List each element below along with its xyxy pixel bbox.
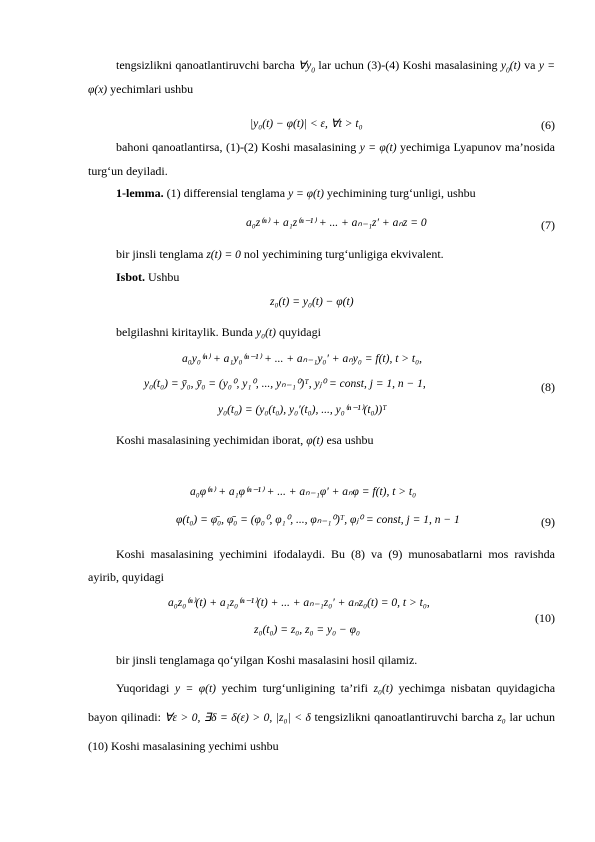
equation-number-10: (10) bbox=[535, 611, 555, 625]
math-z0: z₀ bbox=[497, 712, 506, 724]
math-forall-y0: $\forall y_0$ bbox=[298, 60, 315, 75]
text: tengsizlikni qanoatlantiruvchi barcha bbox=[116, 58, 295, 72]
text: va bbox=[524, 58, 536, 72]
equation-z0-definition: z₀(t) = y₀(t) − φ(t) bbox=[270, 296, 354, 308]
lemma-paragraph bbox=[88, 182, 555, 206]
text: Koshi masalasining yechimini ifodalaydi. Bu (8) va (9) munosabatlarni mos ravishda ayirib, quyidagi bbox=[88, 547, 555, 584]
text: yechim turg‘unligining ta’rifi bbox=[221, 681, 368, 695]
equation-9-line-2: φ(t₀) = φ̄₀, φ̄₀ = (φ₀⁰, φ₁⁰, ..., φₙ₋₁⁰)ᵀ, φⱼ⁰ = const, j = 1, n − 1 bbox=[176, 514, 460, 526]
math-epsilon-delta: ∀ε > 0, ∃δ = δ(ε) > 0, bbox=[164, 712, 273, 724]
lemma-title: 1-lemma. bbox=[116, 186, 164, 200]
text: lar uchun (3)-(4) Koshi masalasining bbox=[318, 58, 498, 72]
math-z0t: z₀(t) bbox=[373, 683, 393, 695]
math-y0t: $y_0(t)$ bbox=[500, 60, 521, 75]
equation-10-line-2: z₀(t₀) = z₀, z₀ = y₀ − φ₀ bbox=[254, 624, 361, 636]
equation-number-9: (9) bbox=[541, 515, 555, 529]
paragraph-1 bbox=[88, 54, 555, 102]
paragraph-6 bbox=[88, 543, 555, 589]
math-y-phi-t: y = φ(t) bbox=[174, 683, 217, 695]
equation-8-line-2: y₀(t₀) = ȳ₀, ȳ₀ = (y₀⁰, y₁⁰, ..., yₙ₋₁⁰)ᵀ, yⱼ⁰ = const, j = 1, n − 1, bbox=[144, 378, 426, 390]
equation-8-line-3: y₀(t₀) = (y₀(t₀), y₀′(t₀), ..., y₀⁽ⁿ⁻¹⁾(t₀))ᵀ bbox=[218, 404, 387, 416]
math-z-zero: z(t) = 0 bbox=[206, 249, 241, 261]
text: belgilashni kiritaylik. Bunda bbox=[116, 325, 253, 339]
text: Yuqoridagi bbox=[116, 681, 170, 695]
equation-number-7: (7) bbox=[541, 218, 555, 232]
math-y0t: y₀(t) bbox=[255, 327, 276, 339]
text: yechimining turg‘unligi, ushbu bbox=[326, 186, 476, 200]
math-abs-z0-lt-delta: |z₀| < δ bbox=[275, 712, 311, 724]
math-y-phi-t: y = φ(t) bbox=[288, 188, 324, 200]
text: bir jinsli tenglamaga qo‘yilgan Koshi masalasini hosil qilamiz. bbox=[116, 653, 418, 667]
equation-8-line-1: a₀y₀⁽ⁿ⁾ + a₁y₀⁽ⁿ⁻¹⁾ + ... + aₙ₋₁y₀′ + aₙy₀ = f(t), t > t₀, bbox=[182, 353, 422, 365]
paragraph-3 bbox=[88, 243, 555, 267]
text: bir jinsli tenglama bbox=[116, 247, 204, 261]
text: (1) differensial tenglama bbox=[166, 186, 286, 200]
text: yechimlari ushbu bbox=[110, 82, 194, 96]
math-y-phi-x: y = φ(x) bbox=[88, 60, 556, 96]
equation-7: a₀z⁽ⁿ⁾ + a₁z⁽ⁿ⁻¹⁾ + ... + aₙ₋₁z′ + aₙz = 0 bbox=[246, 217, 427, 229]
equation-9-line-1: a₀φ⁽ⁿ⁾ + a₁φ⁽ⁿ⁻¹⁾ + ... + aₙ₋₁φ′ + aₙφ = f(t), t > t₀ bbox=[190, 486, 417, 498]
text: yechimga nisbatan quyidagicha bayon qilinadi: bbox=[88, 681, 556, 724]
proof-title: Isbot. bbox=[116, 270, 146, 284]
text: yechimiga Lyapunov ma’nosida turg‘un deyiladi. bbox=[88, 140, 555, 178]
paragraph-2 bbox=[88, 136, 555, 183]
proof-paragraph bbox=[88, 266, 555, 289]
text: tengsizlikni qanoatlantiruvchi barcha bbox=[314, 710, 494, 724]
text: Ushbu bbox=[148, 270, 180, 284]
text: quyidagi bbox=[278, 325, 321, 339]
math-phi-t: φ(t) bbox=[306, 435, 324, 447]
text: esa ushbu bbox=[326, 433, 374, 447]
math-y-phi-t: y = φ(t) bbox=[359, 142, 397, 154]
text: lar uchun (10) Koshi masalasining yechimi ushbu bbox=[88, 710, 556, 753]
paragraph-8 bbox=[88, 674, 555, 760]
paragraph-5 bbox=[88, 429, 555, 453]
equation-6: |y₀(t) − φ(t)| < ε, ∀t > t₀ bbox=[250, 118, 363, 130]
text: bahoni qanoatlantirsa, (1)-(2) Koshi masalasining bbox=[116, 140, 357, 154]
equation-number-6: (6) bbox=[541, 118, 555, 132]
paragraph-4 bbox=[88, 321, 555, 345]
text: nol yechimining turg‘unligiga ekvivalent. bbox=[243, 247, 444, 261]
paragraph-7 bbox=[88, 649, 555, 672]
equation-10-line-1: a₀z₀⁽ⁿ⁾(t) + a₁z₀⁽ⁿ⁻¹⁾(t) + ... + aₙ₋₁z₀′ + aₙz₀(t) = 0, t > t₀, bbox=[168, 597, 430, 609]
equation-number-8: (8) bbox=[541, 380, 555, 394]
text: Koshi masalasining yechimidan iborat, bbox=[116, 433, 304, 447]
